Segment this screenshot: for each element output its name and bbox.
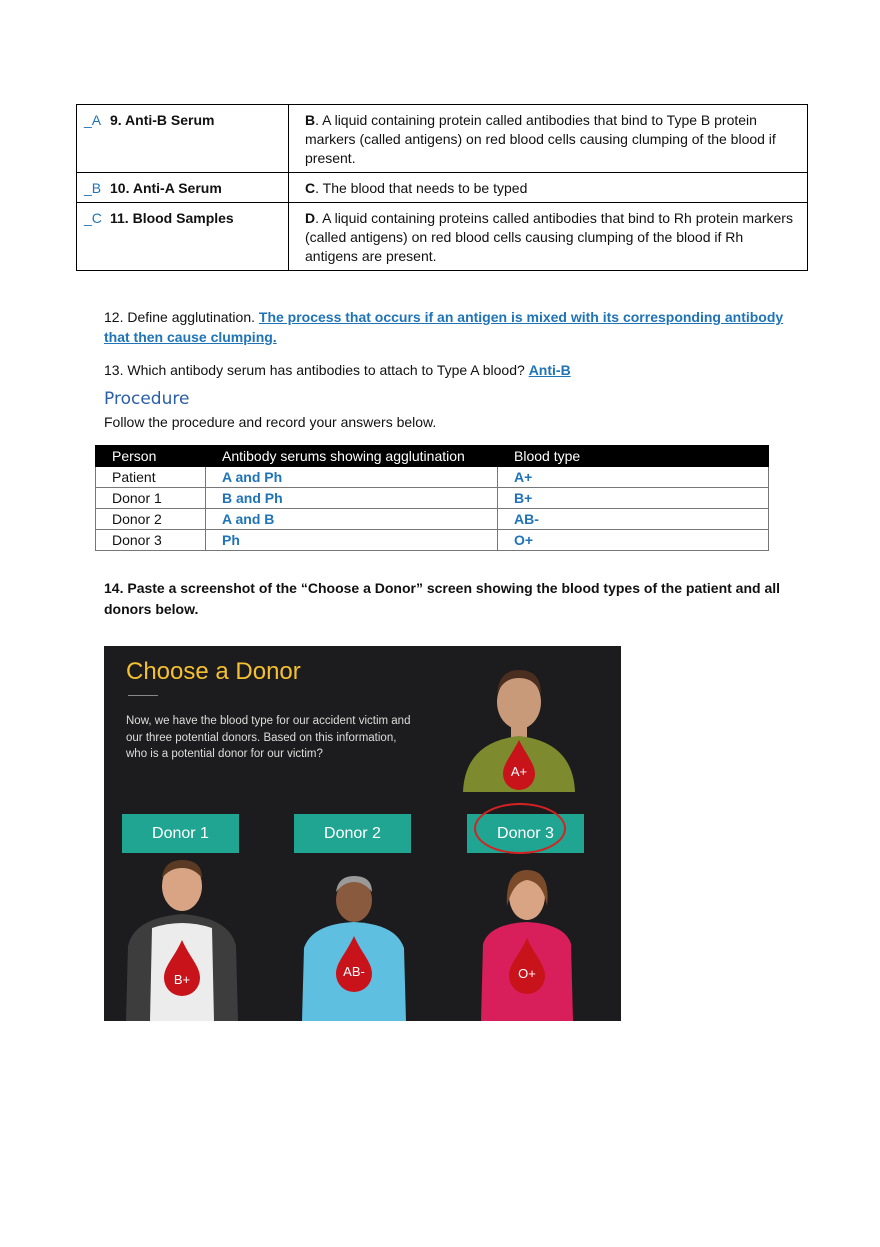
donor-3-blood-type: O+ [518,966,536,981]
question-prompt: 13. Which antibody serum has antibodies to attach to Type A blood? [104,362,525,378]
person-cell: Patient [96,467,206,488]
serums-cell: A and Ph [206,467,498,488]
serums-cell: Ph [206,530,498,551]
table-header-row [96,446,769,467]
term-label: 10. Anti-A Serum [110,180,222,196]
table-row [96,488,769,509]
patient-blood-type: A+ [510,764,528,779]
table-row [96,530,769,551]
answer-letter: _B [84,180,102,196]
answer-letter: _C [84,210,102,226]
procedure-instruction: Follow the procedure and record your answers below. [104,414,437,430]
definition-letter: B [305,112,316,128]
question-12 [104,307,794,347]
serums-cell: B and Ph [206,488,498,509]
choose-donor-screenshot [104,646,621,1021]
column-header: Blood type [498,446,769,467]
table-row [96,509,769,530]
donor-3-button[interactable]: Donor 3 [467,814,584,853]
donor-2-figure [296,874,416,1021]
title-divider [128,695,158,696]
screenshot-title: Choose a Donor [126,658,301,685]
table-row [96,467,769,488]
definition-text: . The blood that needs to be typed [315,180,528,196]
results-table [95,445,769,551]
question-answer: Anti-B [528,362,571,378]
donor-1-blood-type: B+ [173,972,191,987]
patient-figure [459,664,579,794]
column-header: Person [96,446,206,467]
table-row [77,173,808,203]
screenshot-intro: Now, we have the blood type for our accident victim and our three potential donors. Based on this information, who is a potential donor for our victim? [126,715,411,760]
question-13 [104,360,794,380]
patient-neck [511,724,527,738]
donor-2-button[interactable]: Donor 2 [294,814,411,853]
blood-type-cell: O+ [498,530,769,551]
donor-1-button[interactable]: Donor 1 [122,814,239,853]
column-header: Antibody serums showing agglutination [206,446,498,467]
person-cell: Donor 2 [96,509,206,530]
definition-letter: D [305,210,316,226]
selection-circle [474,803,566,854]
question-answer: The process that occurs if an antigen is mixed with its corresponding antibody that then cause clumping. [104,309,784,345]
definition-text: . A liquid containing proteins called antibodies that bind to Rh protein markers (called antigens) on red blood cells causing clumping of the blood if Rh antigens are present. [305,210,793,264]
donor-2-blood-type: AB- [343,964,365,979]
term-label: 9. Anti-B Serum [110,112,215,128]
donor-1-figure [124,856,244,1021]
question-prompt: 12. Define agglutination. [104,309,255,325]
definition-letter: C [305,180,316,196]
term-label: 11. Blood Samples [110,210,234,226]
blood-type-cell: A+ [498,467,769,488]
blood-type-cell: AB- [498,509,769,530]
donor-3-figure [469,866,589,1021]
answer-letter: _A [84,112,102,128]
blood-type-cell: B+ [498,488,769,509]
question-14: 14. Paste a screenshot of the “Choose a Donor” screen showing the blood types of the patient and all donors below. [104,580,781,617]
person-cell: Donor 1 [96,488,206,509]
table-row [77,105,808,173]
procedure-heading: Procedure [104,389,190,409]
table-row [77,203,808,271]
definition-text: . A liquid containing protein called antibodies that bind to Type B protein markers (called antigens) on red blood cells causing clumping of the blood if present. [305,112,776,166]
person-cell: Donor 3 [96,530,206,551]
matching-table [76,104,808,271]
serums-cell: A and B [206,509,498,530]
